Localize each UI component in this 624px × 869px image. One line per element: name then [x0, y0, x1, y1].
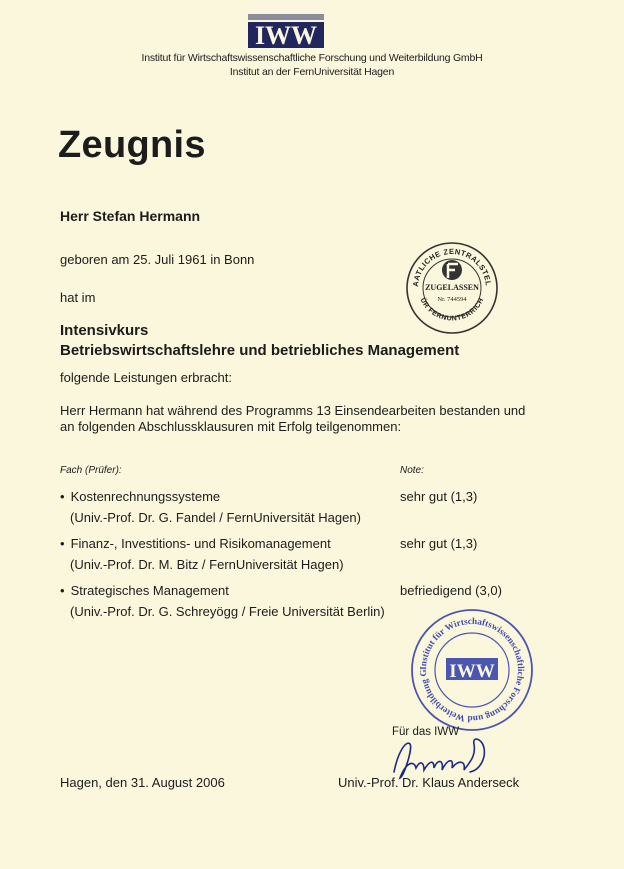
page-title: Zeugnis — [58, 124, 206, 166]
stamp-number: Nr. 744594 — [437, 296, 467, 303]
for-label: Für das IWW — [392, 726, 460, 738]
hat-im-text: hat im — [60, 290, 96, 305]
bullet-icon: • — [60, 489, 65, 504]
subject-name: Strategisches Management — [70, 583, 229, 598]
stamp-top-text: AATLICHE ZENTRALSTEL — [410, 246, 494, 288]
grade-row — [60, 536, 331, 551]
grade-row — [60, 489, 220, 504]
recipient-name: Herr Stefan Hermann — [60, 208, 201, 224]
column-header-subject: Fach (Prüfer): — [60, 465, 122, 476]
grade-value: befriedigend (3,0) — [400, 583, 502, 598]
course-type: Intensivkurs — [60, 322, 149, 339]
grade-value: sehr gut (1,3) — [400, 489, 478, 504]
logo-text: IWW — [254, 21, 318, 48]
grade-value: sehr gut (1,3) — [400, 536, 478, 551]
paragraph-line-2: an folgenden Abschlussklausuren mit Erfolg teilgenommen: — [60, 419, 402, 434]
paragraph-line-1: Herr Hermann hat während des Programms 13 Einsendearbeiten bestanden und — [60, 403, 526, 418]
seal-ring-text: Institut für Wirtschaftswissenschaftliche Forschung und Weiterbildung G — [417, 615, 527, 725]
subject-name: Finanz-, Investitions- und Risikomanagement — [70, 536, 331, 551]
grade-row — [60, 583, 229, 598]
bullet-icon: • — [60, 583, 65, 598]
institute-affiliation: Institut an der FernUniversität Hagen — [229, 66, 395, 78]
birth-line: geboren am 25. Juli 1961 in Bonn — [60, 252, 255, 267]
course-name: Betriebswirtschaftslehre und betriebliches Management — [60, 342, 460, 359]
column-header-grade: Note: — [400, 465, 424, 476]
place-date: Hagen, den 31. August 2006 — [60, 775, 225, 790]
examiner-name: (Univ.-Prof. Dr. G. Fandel / FernUniversität Hagen) — [70, 510, 361, 525]
signatory-name: Univ.-Prof. Dr. Klaus Anderseck — [338, 775, 520, 790]
achievements-intro: folgende Leistungen erbracht: — [60, 370, 233, 385]
subject-name: Kostenrechnungssysteme — [70, 489, 221, 504]
stamp-bottom-text: ÜR FERNUNTERRICH — [418, 296, 486, 323]
examiner-name: (Univ.-Prof. Dr. M. Bitz / FernUniversität Hagen) — [70, 557, 344, 572]
seal-logo-text: IWW — [449, 661, 495, 682]
examiner-name: (Univ.-Prof. Dr. G. Schreyögg / Freie Universität Berlin) — [70, 604, 385, 619]
iww-logo — [248, 14, 324, 48]
institute-seal — [410, 608, 534, 732]
bullet-icon: • — [60, 536, 65, 551]
approval-stamp — [404, 240, 500, 336]
stamp-label: ZUGELASSEN — [425, 283, 479, 292]
institute-name: Institut für Wirtschaftswissenschaftliche Forschung und Weiterbildung GmbH — [141, 52, 483, 64]
